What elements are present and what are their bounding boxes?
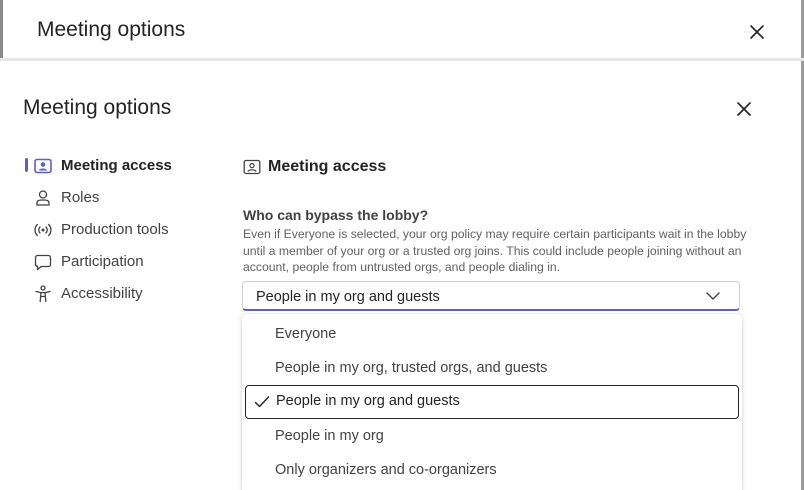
lobby-bypass-help-text: Even if Everyone is selected, your org policy may require certain participants wait in the lobby until a member of your org or a trusted org joins. This could include people joining without an account, people from untrusted orgs, and people dialing in.: [243, 227, 747, 275]
dropdown-selected-value: People in my org and guests: [256, 289, 440, 305]
active-indicator: [25, 158, 28, 172]
lobby-bypass-options-list: [242, 314, 742, 490]
checkmark-icon: [254, 395, 270, 409]
chevron-down-icon: [705, 290, 721, 302]
meeting-access-icon: [33, 156, 53, 176]
option-organizers-only[interactable]: [242, 454, 742, 488]
sidebar-item-label: Meeting access: [61, 157, 172, 174]
option-label: People in my org, trusted orgs, and guests: [275, 360, 548, 376]
lobby-bypass-label: Who can bypass the lobby?: [243, 207, 429, 223]
option-label: Only organizers and co-organizers: [275, 462, 497, 478]
sidebar-item-accessibility[interactable]: [22, 281, 212, 307]
sidebar-item-participation[interactable]: [22, 249, 212, 275]
person-icon: [33, 188, 53, 208]
sidebar-item-roles[interactable]: [22, 185, 212, 211]
option-org-trusted-guests[interactable]: [242, 352, 742, 386]
broadcast-icon: [33, 220, 53, 240]
option-org-and-guests[interactable]: [245, 385, 739, 419]
sidebar-item-label: Participation: [61, 253, 144, 270]
lobby-bypass-dropdown[interactable]: [242, 281, 740, 311]
option-label: Everyone: [275, 326, 337, 342]
sidebar-item-label: Roles: [61, 189, 100, 206]
option-everyone[interactable]: [242, 318, 742, 352]
sidebar-item-meeting-access[interactable]: [22, 153, 212, 179]
meeting-options-dialog: [0, 61, 801, 490]
option-my-org[interactable]: [242, 420, 742, 454]
meeting-access-icon: [243, 158, 261, 176]
dialog-title: Meeting options: [23, 96, 172, 119]
window-header: [3, 0, 801, 60]
sidebar-item-label: Accessibility: [61, 285, 143, 302]
accessibility-icon: [33, 284, 53, 304]
option-label: People in my org and guests: [276, 393, 460, 409]
sidebar-item-production-tools[interactable]: [22, 217, 212, 243]
sidebar-item-label: Production tools: [61, 221, 169, 238]
window-close-icon[interactable]: [745, 20, 769, 44]
option-label: People in my org: [275, 428, 384, 444]
section-title: Meeting access: [268, 158, 387, 175]
window-title: Meeting options: [37, 18, 186, 41]
dialog-close-icon[interactable]: [732, 97, 756, 121]
chat-bubble-icon: [33, 252, 53, 272]
